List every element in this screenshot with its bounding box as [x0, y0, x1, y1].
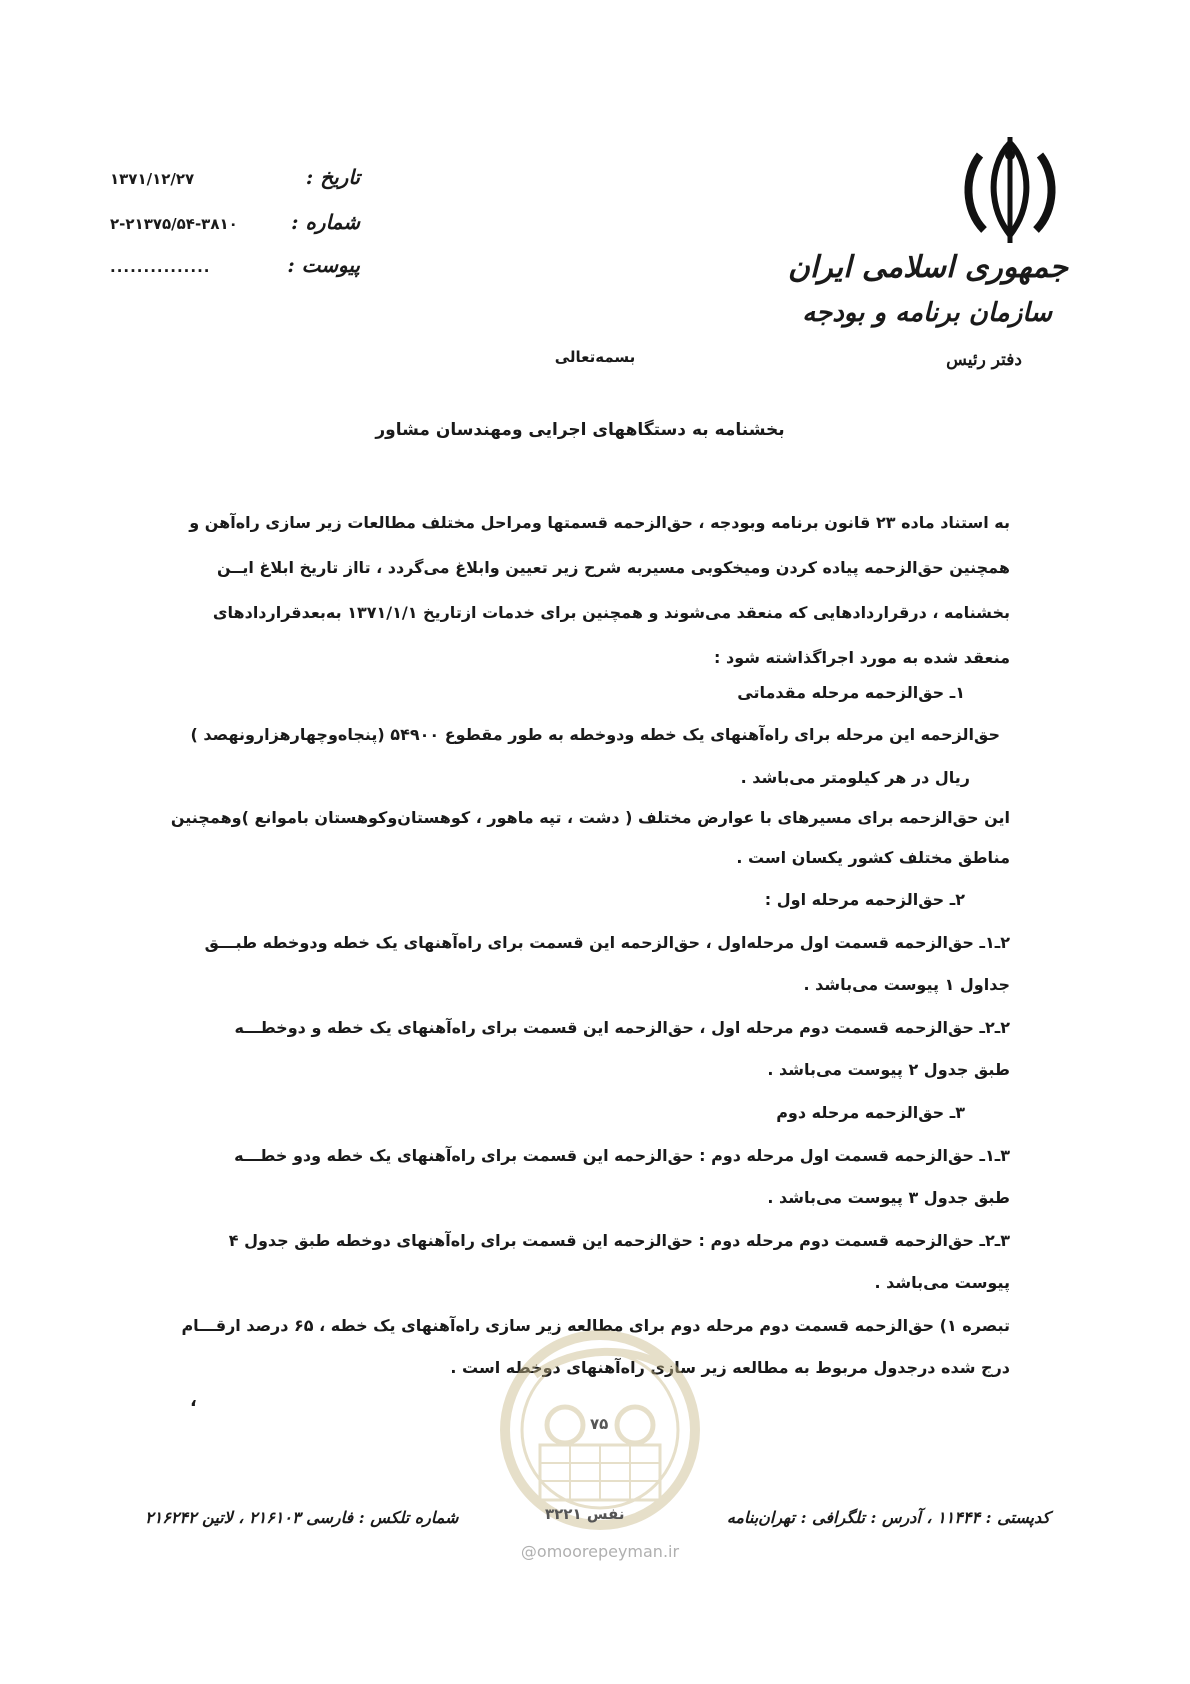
- section-1-line: مناطق مختلف کشور یکسان است .: [736, 848, 1010, 867]
- section-3-heading: ۳ـ حق‌الزحمه مرحله دوم: [776, 1103, 965, 1122]
- organization-name: سازمان برنامه و بودجه: [802, 298, 1052, 328]
- footer-postal: کدپستی : ۱۱۴۴۴ ، آدرس : تلگرافی : تهران‌بنامه: [726, 1508, 1050, 1527]
- intro-paragraph: [189, 500, 1010, 680]
- date-label: تاریخ :: [305, 165, 360, 189]
- section-1-line: حق‌الزحمه این مرحله برای راه‌آهنهای یک خطه ودوخطه به طور مقطوع ۵۴۹۰۰ (پنجاه‌وچهارهزارونهصد ): [190, 725, 1000, 744]
- attachment-value: ...............: [110, 258, 211, 276]
- watermark-url: @omoorepeyman.ir: [520, 1542, 680, 1561]
- section-3-2-line: پیوست می‌باشد .: [874, 1273, 1010, 1292]
- section-2-2-line: ۲ـ۲ـ حق‌الزحمه قسمت دوم مرحله اول ، حق‌الزحمه این قسمت برای راه‌آهنهای یک خطه و دوخطـــه: [234, 1018, 1010, 1037]
- section-1-line: این حق‌الزحمه برای مسیرهای با عوارض مختلف ( دشت ، تپه ماهور ، کوهستان‌وکوهستان باموانع )وهمچنین: [170, 808, 1010, 827]
- note-line: تبصره ۱) حق‌الزحمه قسمت دوم مرحله دوم برای مطالعه زیر سازی راه‌آهنهای یک خطه ، ۶۵ درصد ارقـــام: [181, 1316, 1010, 1335]
- country-name: جمهوری اسلامی ایران: [787, 250, 1068, 285]
- stamp-number: ۷۵: [590, 1415, 609, 1433]
- section-3-2-line: ۳ـ۲ـ حق‌الزحمه قسمت دوم مرحله دوم : حق‌الزحمه این قسمت برای راه‌آهنهای دوخطه طبق جدول ۴: [228, 1231, 1010, 1250]
- intro-line: منعقد شده به مورد اجراگذاشته شود :: [714, 648, 1010, 667]
- margin-mark: ،: [190, 1390, 197, 1411]
- date-value: ۱۳۷۱/۱۲/۲۷: [110, 170, 195, 188]
- section-2-1-line: ۲ـ۱ـ حق‌الزحمه قسمت اول مرحله‌اول ، حق‌الزحمه این قسمت برای راه‌آهنهای یک خطه ودوخطه طبـــق: [204, 933, 1010, 952]
- iran-emblem-icon: [950, 135, 1070, 245]
- section-1-line: ریال در هر کیلومتر می‌باشد .: [740, 768, 970, 787]
- section-2-2-line: طبق جدول ۲ پیوست می‌باشد .: [767, 1060, 1010, 1079]
- number-value: ۲-۲۱۳۷۵/۵۴-۳۸۱۰: [110, 215, 238, 233]
- number-line: [110, 210, 360, 234]
- section-2-1-line: جداول ۱ پیوست می‌باشد .: [803, 975, 1010, 994]
- section-2-heading: ۲ـ حق‌الزحمه مرحله اول :: [764, 890, 965, 909]
- attachment-line: [110, 253, 360, 277]
- intro-line: به استناد ماده ۲۳ قانون برنامه وبودجه ، حق‌الزحمه قسمتها ومراحل مختلف مطالعات زیر سازی راه‌آهن و: [189, 513, 1010, 532]
- section-3-1-line: ۳ـ۱ـ حق‌الزحمه قسمت اول مرحله دوم : حق‌الزحمه این قسمت برای راه‌آهنهای یک خطه ودو خطـــه: [234, 1146, 1010, 1165]
- intro-line: همچنین حق‌الزحمه پیاده کردن ومیخکوبی مسیربه شرح زیر تعیین وابلاغ می‌گردد ، تااز تاریخ ابلاغ ایــن: [216, 558, 1010, 577]
- intro-line: بخشنامه ، درقراردادهایی که منعقد می‌شوند و همچنین برای خدمات ازتاریخ ۱۳۷۱/۱/۱ به‌بعدقراردادهای: [212, 603, 1010, 622]
- date-line: [110, 165, 360, 189]
- attachment-label: پیوست :: [287, 253, 360, 277]
- note-line: درج شده درجدول مربوط به مطالعه زیر سازی راه‌آهنهای دوخطه است .: [450, 1358, 1010, 1377]
- section-3-1-line: طبق جدول ۳ پیوست می‌باشد .: [767, 1188, 1010, 1207]
- number-label: شماره :: [291, 210, 360, 234]
- stamp-label: نفس ۳۲۲۱: [545, 1505, 625, 1523]
- section-1-heading: ۱ـ حق‌الزحمه مرحله مقدماتی: [737, 683, 965, 702]
- invocation: بسمه‌تعالی: [554, 348, 636, 366]
- document-subject: بخشنامه به دستگاههای اجرایی ومهندسان مشاور: [375, 420, 785, 440]
- footer-telex: شماره تلکس : فارسی ۲۱۶۱۰۳ ، لاتین ۲۱۶۲۴۲: [145, 1508, 459, 1527]
- office-name: دفتر رئیس: [946, 350, 1022, 370]
